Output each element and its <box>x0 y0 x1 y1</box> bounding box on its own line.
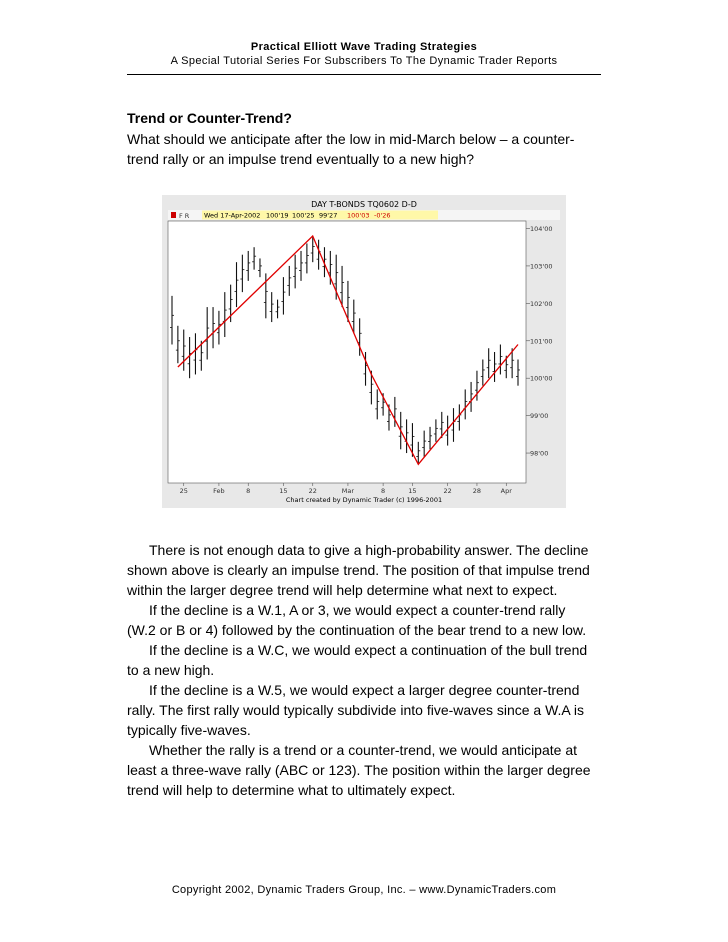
y-tick-label: 101'00 <box>530 337 553 346</box>
x-tick-label: Feb <box>213 487 225 495</box>
section-title: Trend or Counter-Trend? <box>127 110 292 126</box>
info-change: -0'26 <box>374 211 391 220</box>
paragraph-4: If the decline is a W.5, we would expect a larger degree counter-trend rally. The first rally would typically subdivide into five-waves since a W.A is typically five-waves. <box>127 682 584 738</box>
body-text <box>127 540 597 800</box>
paragraph-3: If the decline is a W.C, we would expect a continuation of the bull trend to a new high. <box>127 642 588 678</box>
intro-paragraph: What should we anticipate after the low in mid-March below – a counter-trend rally or an impulse trend eventually to a new high? <box>127 131 575 167</box>
info-low: 99'27 <box>319 211 338 220</box>
chart-title: DAY T-BONDS TQ0602 D-D <box>311 200 417 209</box>
x-tick-label: 22 <box>308 487 317 495</box>
info-close: 100'03 <box>347 211 370 220</box>
x-tick-label: 8 <box>246 487 251 495</box>
y-tick-label: 98'00 <box>530 449 549 458</box>
chart-credit: Chart created by Dynamic Trader (c) 1996-2001 <box>285 496 443 504</box>
x-tick-label: Mar <box>341 487 355 495</box>
x-tick-label: 22 <box>443 487 452 495</box>
header-subtitle: A Special Tutorial Series For Subscribers To The Dynamic Trader Reports <box>170 55 558 67</box>
series-marker-icon <box>171 212 176 218</box>
footer-copyright: Copyright 2002, Dynamic Traders Group, Inc. – www.DynamicTraders.com <box>171 884 557 896</box>
x-tick-label: 25 <box>179 487 188 495</box>
y-tick-label: 100'00 <box>530 374 553 383</box>
price-chart <box>162 195 566 508</box>
y-tick-label: 104'00 <box>530 224 553 233</box>
paragraph-1: There is not enough data to give a high-probability answer. The decline shown above is clearly an impulse trend. The position of that impulse trend within the larger degree trend will help determine what next to expect. <box>127 542 590 598</box>
info-marker: F R <box>179 212 190 220</box>
y-tick-label: 103'00 <box>530 262 553 271</box>
paragraph-5: Whether the rally is a trend or a counter-trend, we would anticipate at least a three-wave rally (ABC or 123). The position within the larger degree trend will help to determine what to ultimately expect. <box>127 742 591 798</box>
header-divider <box>127 74 601 75</box>
paragraph-2: If the decline is a W.1, A or 3, we would expect a counter-trend rally (W.2 or B or 4) followed by the continuation of the bear trend to a new low. <box>127 602 587 638</box>
x-tick-label: 15 <box>408 487 417 495</box>
y-tick-label: 102'00 <box>530 299 553 308</box>
plot-area <box>168 221 526 483</box>
x-tick-label: 28 <box>472 487 482 495</box>
info-open: 100'19 <box>266 211 289 220</box>
price-chart-svg <box>162 195 566 508</box>
y-tick-label: 99'00 <box>530 412 549 421</box>
info-high: 100'25 <box>292 211 315 220</box>
info-date: Wed 17-Apr-2002 <box>204 211 261 220</box>
header-title: Practical Elliott Wave Trading Strategies <box>250 41 478 53</box>
x-tick-label: 15 <box>279 487 288 495</box>
x-tick-label: 8 <box>381 487 386 495</box>
x-tick-label: Apr <box>500 487 512 495</box>
